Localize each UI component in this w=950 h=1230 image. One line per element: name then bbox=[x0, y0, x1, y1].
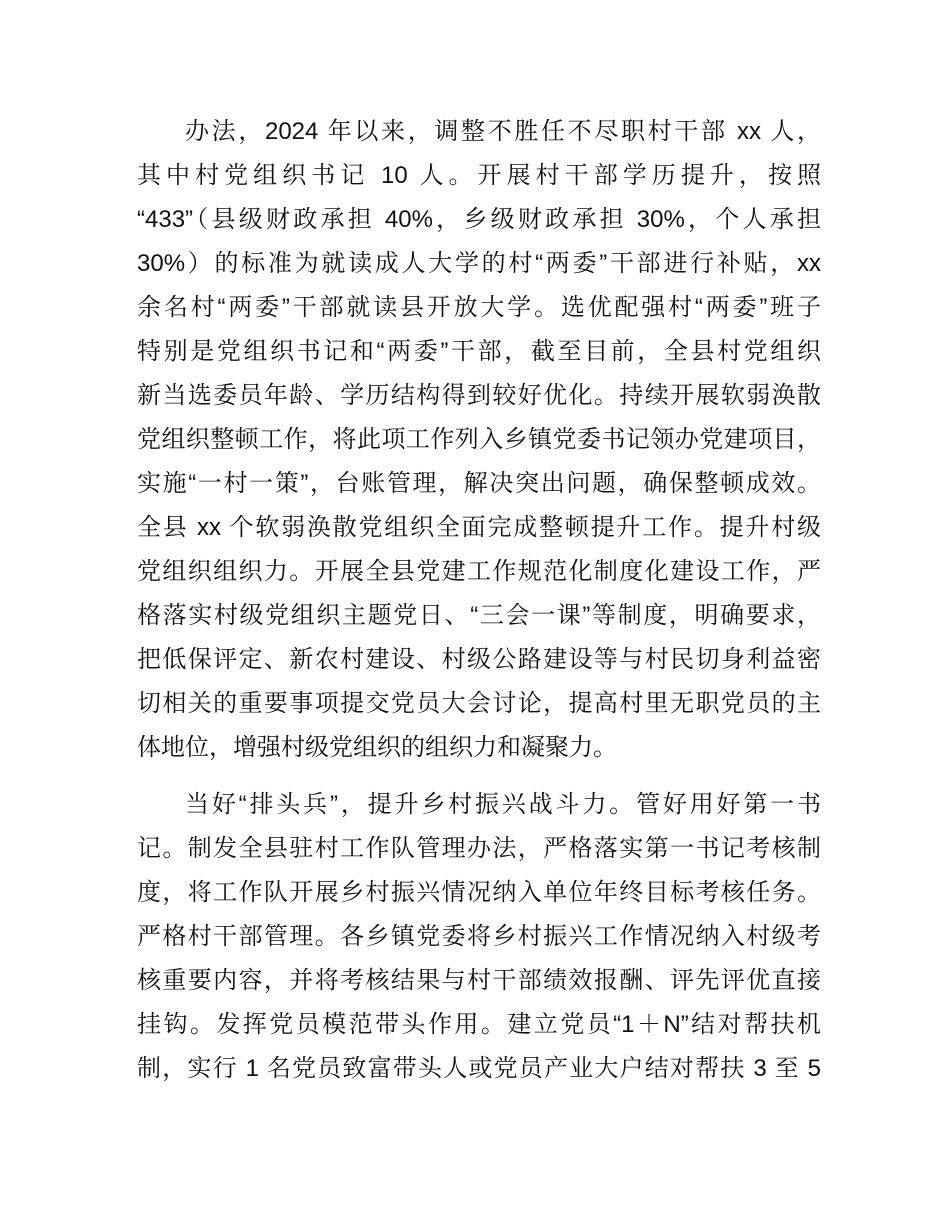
text-line: 其中村党组织书记 10 人。开展村干部学历提升，按照 bbox=[137, 162, 821, 189]
paragraph bbox=[137, 783, 821, 1091]
text-line: 余名村“两委”干部就读县开放大学。选优配强村“两委”班子 bbox=[137, 294, 821, 321]
text-line: 记。制发全县驻村工作队管理办法，严格落实第一书记考核制 bbox=[137, 835, 821, 862]
text-line: 全县 xx 个软弱涣散党组织全面完成整顿提升工作。提升村级 bbox=[137, 514, 821, 541]
text-line: 制，实行 1 名党员致富带头人或党员产业大户结对帮扶 3 至 5 bbox=[137, 1055, 821, 1082]
text-line: 党组织整顿工作，将此项工作列入乡镇党委书记领办党建项目， bbox=[137, 426, 821, 453]
text-line: 党组织组织力。开展全县党建工作规范化制度化建设工作，严 bbox=[137, 558, 821, 585]
text-line: 当好“排头兵”，提升乡村振兴战斗力。管好用好第一书 bbox=[185, 791, 821, 818]
text-line: 特别是党组织书记和“两委”干部，截至目前，全县村党组织 bbox=[137, 338, 821, 365]
text-line: 挂钩。发挥党员模范带头作用。建立党员“1＋N”结对帮扶机 bbox=[137, 1011, 821, 1038]
text-line: 30%）的标准为就读成人大学的村“两委”干部进行补贴，xx bbox=[137, 250, 821, 277]
text-line: 把低保评定、新农村建设、村级公路建设等与村民切身利益密 bbox=[137, 646, 821, 673]
text-line: 切相关的重要事项提交党员大会讨论，提高村里无职党员的主 bbox=[137, 690, 821, 717]
text-line: 度，将工作队开展乡村振兴情况纳入单位年终目标考核任务。 bbox=[137, 879, 821, 906]
text-line: 严格村干部管理。各乡镇党委将乡村振兴工作情况纳入村级考 bbox=[137, 923, 821, 950]
text-line: 实施“一村一策”，台账管理，解决突出问题，确保整顿成效。 bbox=[137, 470, 821, 497]
paragraph bbox=[137, 110, 821, 770]
text-line: 办法，2024 年以来，调整不胜任不尽职村干部 xx 人， bbox=[185, 118, 821, 145]
text-line: 新当选委员年龄、学历结构得到较好优化。持续开展软弱涣散 bbox=[137, 382, 821, 409]
text-line: 格落实村级党组织主题党日、“三会一课”等制度，明确要求， bbox=[137, 602, 821, 629]
text-line: 体地位，增强村级党组织的组织力和凝聚力。 bbox=[137, 734, 617, 761]
text-line: 核重要内容，并将考核结果与村干部绩效报酬、评先评优直接 bbox=[137, 967, 821, 994]
text-line: “433”（县级财政承担 40%，乡级财政承担 30%，个人承担 bbox=[137, 206, 821, 233]
